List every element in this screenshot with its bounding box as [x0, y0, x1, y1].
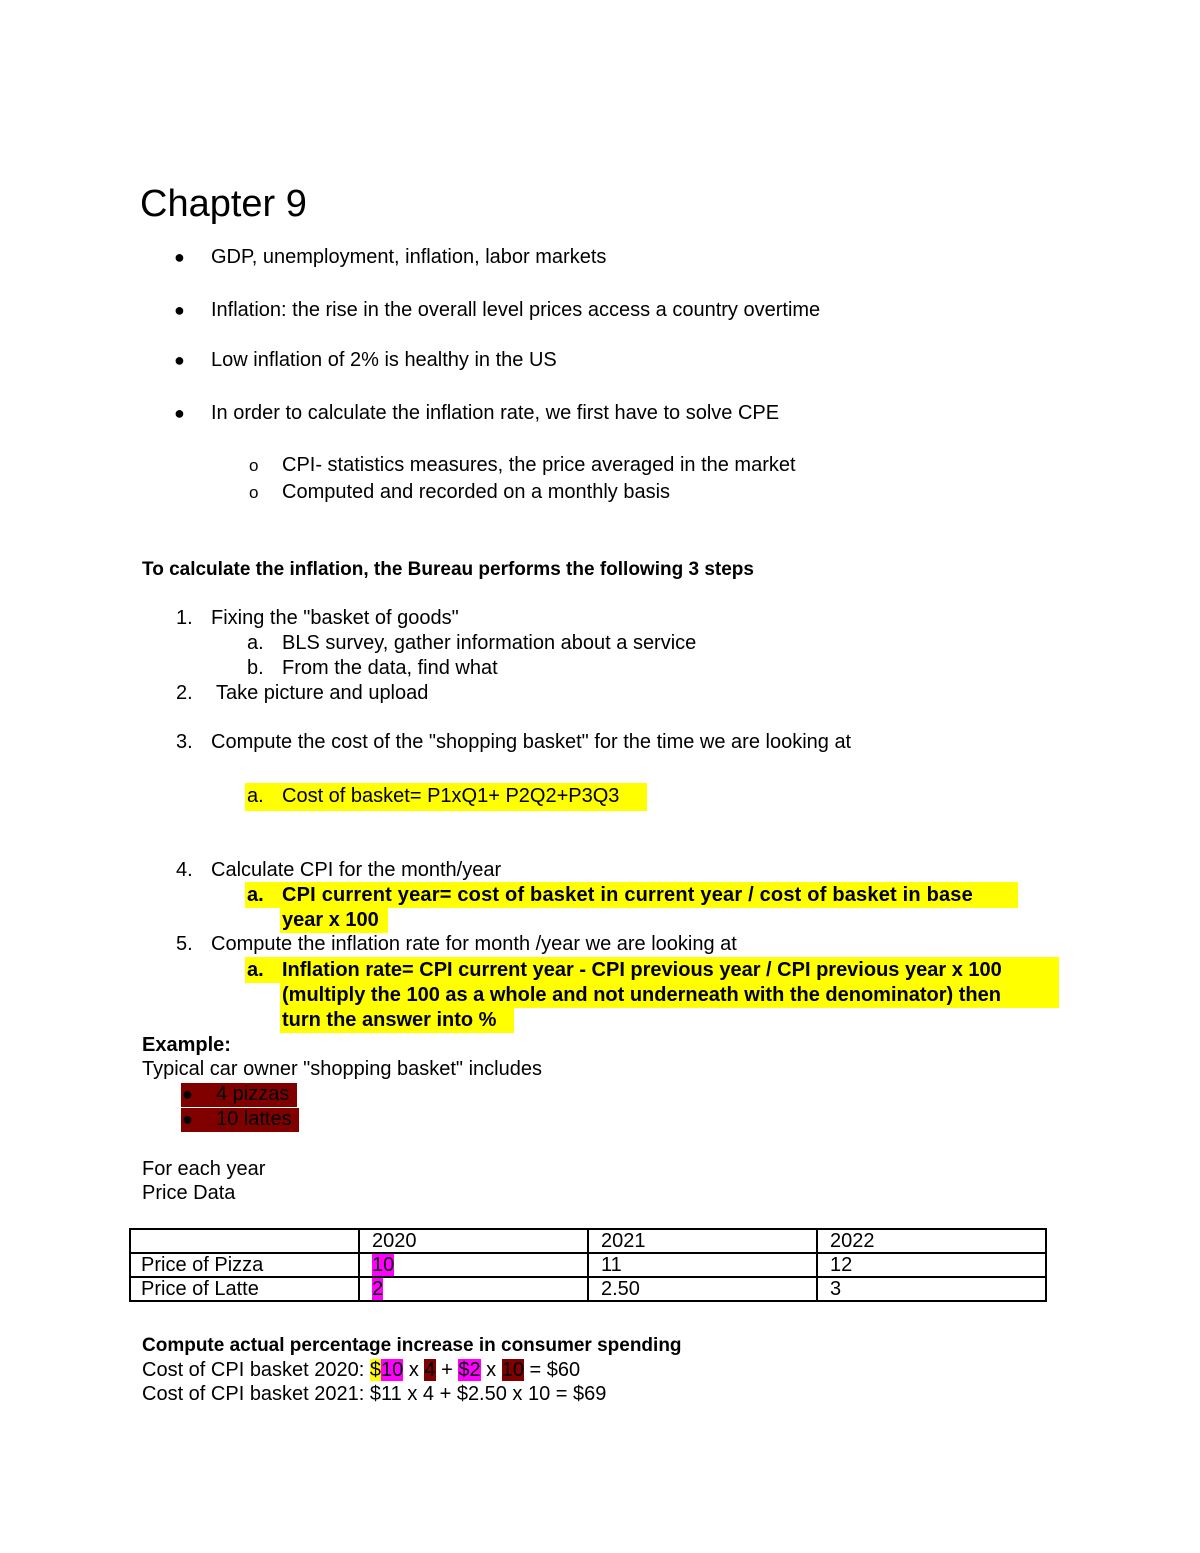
page-title: Chapter 9 [140, 183, 307, 225]
compute-heading: Compute actual percentage increase in consumer spending [142, 1335, 682, 1356]
step-letter: a. [247, 959, 264, 981]
table-cell: Price of Latte [130, 1277, 359, 1301]
step-letter: b. [247, 657, 264, 679]
highlighted-value: 4 [424, 1359, 436, 1381]
bullet-icon: ● [174, 247, 185, 267]
highlighted-value: 10 [372, 1254, 395, 1276]
formula-cpi-cont: year x 100 [282, 909, 379, 931]
list-item: 10 lattes [216, 1108, 292, 1130]
table-cell: 11 [588, 1253, 817, 1277]
step-text: Compute the cost of the "shopping basket" for the time we are looking at [211, 731, 852, 753]
step-letter: a. [247, 884, 264, 906]
for-each-year: For each year [142, 1158, 266, 1180]
formula-inflation-cont: (multiply the 100 as a whole and not underneath with the denominator) then [282, 984, 1001, 1006]
table-cell [359, 1277, 588, 1301]
bullet-icon: ● [182, 1084, 193, 1104]
step-text: Calculate CPI for the month/year [211, 859, 502, 881]
step-number: 1. [176, 607, 193, 629]
list-item: CPI- statistics measures, the price averaged in the market [282, 454, 796, 476]
formula-inflation: Inflation rate= CPI current year - CPI previous year / CPI previous year x 100 [282, 959, 1002, 981]
highlighted-value: 2 [372, 1278, 384, 1300]
bullet-icon: ● [182, 1109, 193, 1129]
operator: x [480, 1359, 502, 1381]
price-table [129, 1228, 1047, 1302]
table-row [130, 1253, 1046, 1277]
highlighted-value: $2 [458, 1359, 481, 1381]
table-header-row [130, 1229, 1046, 1253]
formula-cpi: CPI current year= cost of basket in current year / cost of basket in base [282, 884, 973, 906]
step-text: From the data, find what [282, 657, 498, 679]
circle-bullet-icon: o [249, 483, 259, 502]
cost-2021-line: Cost of CPI basket 2021: $11 x 4 + $2.50 x 10 = $69 [142, 1383, 607, 1405]
table-cell: 2.50 [588, 1277, 817, 1301]
step-number: 2. [176, 682, 193, 704]
circle-bullet-icon: o [249, 456, 259, 475]
table-cell [130, 1229, 359, 1253]
cost-2020-prefix: Cost of CPI basket 2020: [142, 1359, 370, 1381]
bullet-icon: ● [174, 350, 185, 370]
example-label: Example: [142, 1034, 231, 1056]
list-item: GDP, unemployment, inflation, labor markets [211, 246, 607, 268]
list-item: In order to calculate the inflation rate, we first have to solve CPE [211, 402, 780, 424]
table-cell: 12 [817, 1253, 1046, 1277]
list-item: Computed and recorded on a monthly basis [282, 481, 671, 503]
highlighted-value: $ [369, 1359, 382, 1381]
step-letter: a. [247, 632, 264, 654]
formula-inflation-cont: turn the answer into % [282, 1009, 497, 1031]
cost-2020-line [142, 1358, 580, 1383]
step-number: 5. [176, 933, 193, 955]
table-cell: 3 [817, 1277, 1046, 1301]
operator: + [435, 1359, 459, 1381]
price-data-label: Price Data [142, 1182, 236, 1204]
table-cell: Price of Pizza [130, 1253, 359, 1277]
step-text: BLS survey, gather information about a service [282, 632, 697, 654]
example-intro: Typical car owner "shopping basket" includes [142, 1058, 542, 1080]
bullet-icon: ● [174, 300, 185, 320]
operator: x [403, 1359, 425, 1381]
highlighted-value: 10 [381, 1359, 404, 1381]
result: = $60 [523, 1359, 581, 1381]
steps-heading: To calculate the inflation, the Bureau performs the following 3 steps [142, 559, 754, 580]
list-item: 4 pizzas [216, 1083, 290, 1105]
formula-cost-of-basket: Cost of basket= P1xQ1+ P2Q2+P3Q3 [282, 785, 620, 807]
table-cell: 2020 [359, 1229, 588, 1253]
step-number: 3. [176, 731, 193, 753]
list-item: Low inflation of 2% is healthy in the US [211, 349, 557, 371]
table-cell [359, 1253, 588, 1277]
step-text: Fixing the "basket of goods" [211, 607, 459, 629]
list-item: Inflation: the rise in the overall level prices access a country overtime [211, 299, 821, 321]
table-cell: 2021 [588, 1229, 817, 1253]
bullet-icon: ● [174, 403, 185, 423]
step-letter: a. [247, 785, 264, 807]
table-row [130, 1277, 1046, 1301]
step-number: 4. [176, 859, 193, 881]
step-text: Take picture and upload [216, 682, 429, 704]
highlighted-value: 10 [501, 1359, 524, 1381]
step-text: Compute the inflation rate for month /year we are looking at [211, 933, 737, 955]
table-cell: 2022 [817, 1229, 1046, 1253]
